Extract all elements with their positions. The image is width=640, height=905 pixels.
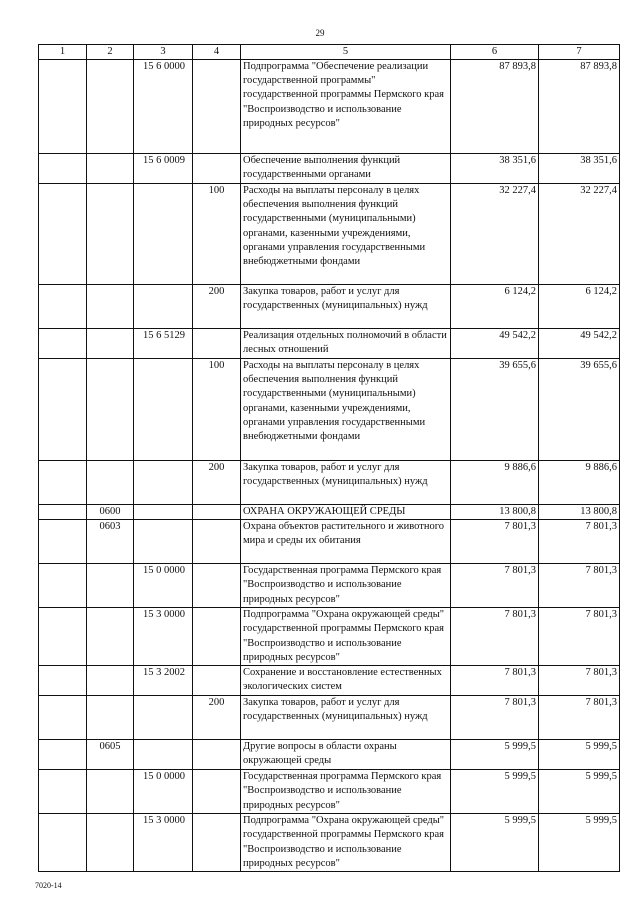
cell-c6: 5 999,5 bbox=[451, 814, 539, 872]
cell-c1 bbox=[39, 359, 87, 461]
column-header: 7 bbox=[539, 45, 620, 60]
cell-c4 bbox=[193, 814, 241, 872]
cell-c3: 15 0 0000 bbox=[134, 564, 193, 608]
cell-c7: 39 655,6 bbox=[539, 359, 620, 461]
cell-c7: 38 351,6 bbox=[539, 154, 620, 184]
cell-c2 bbox=[87, 285, 134, 329]
cell-c7: 7 801,3 bbox=[539, 520, 620, 564]
cell-c5: Расходы на выплаты персоналу в целях обеспечения выполнения функций государственными (муниципальными) органами, казенными учреждениями, органами управления государственными внебюджетными фондами bbox=[241, 184, 451, 285]
cell-c5: Реализация отдельных полномочий в области лесных отношений bbox=[241, 329, 451, 359]
cell-c7: 7 801,3 bbox=[539, 666, 620, 696]
cell-c4 bbox=[193, 740, 241, 770]
cell-c3 bbox=[134, 461, 193, 505]
cell-c7: 87 893,8 bbox=[539, 60, 620, 154]
cell-c6: 5 999,5 bbox=[451, 770, 539, 814]
cell-c3: 15 3 0000 bbox=[134, 814, 193, 872]
cell-c7: 13 800,8 bbox=[539, 505, 620, 520]
table-row bbox=[39, 359, 620, 461]
cell-c1 bbox=[39, 564, 87, 608]
cell-c1 bbox=[39, 285, 87, 329]
cell-c1 bbox=[39, 520, 87, 564]
cell-c2 bbox=[87, 564, 134, 608]
column-header: 3 bbox=[134, 45, 193, 60]
cell-c3: 15 3 2002 bbox=[134, 666, 193, 696]
table-row bbox=[39, 154, 620, 184]
cell-c7: 5 999,5 bbox=[539, 740, 620, 770]
cell-c6: 39 655,6 bbox=[451, 359, 539, 461]
cell-c1 bbox=[39, 666, 87, 696]
cell-c4: 100 bbox=[193, 359, 241, 461]
cell-c3 bbox=[134, 505, 193, 520]
cell-c5: Подпрограмма "Охрана окружающей среды" государственной программы Пермского края "Воспроизводство и использование природных ресурсов" bbox=[241, 814, 451, 872]
cell-c1 bbox=[39, 461, 87, 505]
table-row bbox=[39, 60, 620, 154]
cell-c5: Подпрограмма "Обеспечение реализации государственной программы" государственной программы Пермского края "Воспроизводство и использование природных ресурсов" bbox=[241, 60, 451, 154]
cell-c6: 9 886,6 bbox=[451, 461, 539, 505]
cell-c6: 49 542,2 bbox=[451, 329, 539, 359]
cell-c6: 7 801,3 bbox=[451, 564, 539, 608]
cell-c2 bbox=[87, 359, 134, 461]
cell-c1 bbox=[39, 184, 87, 285]
cell-c1 bbox=[39, 154, 87, 184]
header-row bbox=[39, 45, 620, 60]
cell-c2: 0603 bbox=[87, 520, 134, 564]
table-row bbox=[39, 285, 620, 329]
cell-c2 bbox=[87, 666, 134, 696]
page-number: 29 bbox=[315, 28, 325, 38]
cell-c2 bbox=[87, 184, 134, 285]
cell-c5: Охрана объектов растительного и животного мира и среды их обитания bbox=[241, 520, 451, 564]
table-row bbox=[39, 666, 620, 696]
cell-c4: 200 bbox=[193, 696, 241, 740]
cell-c3 bbox=[134, 184, 193, 285]
table-row bbox=[39, 505, 620, 520]
cell-c4 bbox=[193, 60, 241, 154]
cell-c5: ОХРАНА ОКРУЖАЮЩЕЙ СРЕДЫ bbox=[241, 505, 451, 520]
cell-c1 bbox=[39, 814, 87, 872]
cell-c1 bbox=[39, 740, 87, 770]
cell-c1 bbox=[39, 329, 87, 359]
cell-c3 bbox=[134, 285, 193, 329]
cell-c2 bbox=[87, 461, 134, 505]
cell-c1 bbox=[39, 60, 87, 154]
cell-c5: Сохранение и восстановление естественных экологических систем bbox=[241, 666, 451, 696]
cell-c7: 7 801,3 bbox=[539, 564, 620, 608]
cell-c7: 6 124,2 bbox=[539, 285, 620, 329]
cell-c7: 9 886,6 bbox=[539, 461, 620, 505]
cell-c2 bbox=[87, 770, 134, 814]
cell-c6: 32 227,4 bbox=[451, 184, 539, 285]
cell-c7: 7 801,3 bbox=[539, 696, 620, 740]
cell-c3 bbox=[134, 696, 193, 740]
cell-c4 bbox=[193, 520, 241, 564]
column-header: 1 bbox=[39, 45, 87, 60]
cell-c3: 15 6 5129 bbox=[134, 329, 193, 359]
cell-c1 bbox=[39, 696, 87, 740]
cell-c5: Другие вопросы в области охраны окружающей среды bbox=[241, 740, 451, 770]
budget-table bbox=[38, 44, 620, 872]
cell-c4 bbox=[193, 564, 241, 608]
cell-c4 bbox=[193, 505, 241, 520]
cell-c3: 15 6 0000 bbox=[134, 60, 193, 154]
cell-c4 bbox=[193, 666, 241, 696]
table-row bbox=[39, 329, 620, 359]
cell-c6: 7 801,3 bbox=[451, 696, 539, 740]
cell-c4: 200 bbox=[193, 461, 241, 505]
cell-c5: Расходы на выплаты персоналу в целях обеспечения выполнения функций государственными (муниципальными) органами, казенными учреждениями, органами управления государственными внебюджетными фондами bbox=[241, 359, 451, 461]
table-row bbox=[39, 696, 620, 740]
column-header: 2 bbox=[87, 45, 134, 60]
cell-c3 bbox=[134, 520, 193, 564]
cell-c7: 49 542,2 bbox=[539, 329, 620, 359]
cell-c6: 87 893,8 bbox=[451, 60, 539, 154]
cell-c7: 32 227,4 bbox=[539, 184, 620, 285]
cell-c4 bbox=[193, 154, 241, 184]
table-row bbox=[39, 564, 620, 608]
cell-c2 bbox=[87, 60, 134, 154]
cell-c3 bbox=[134, 359, 193, 461]
table-row bbox=[39, 770, 620, 814]
cell-c4 bbox=[193, 608, 241, 666]
cell-c6: 13 800,8 bbox=[451, 505, 539, 520]
cell-c4: 200 bbox=[193, 285, 241, 329]
column-header: 6 bbox=[451, 45, 539, 60]
cell-c2: 0600 bbox=[87, 505, 134, 520]
column-header: 4 bbox=[193, 45, 241, 60]
cell-c5: Обеспечение выполнения функций государственными органами bbox=[241, 154, 451, 184]
cell-c7: 5 999,5 bbox=[539, 814, 620, 872]
table-row bbox=[39, 520, 620, 564]
cell-c3: 15 6 0009 bbox=[134, 154, 193, 184]
cell-c2 bbox=[87, 696, 134, 740]
cell-c7: 7 801,3 bbox=[539, 608, 620, 666]
cell-c6: 6 124,2 bbox=[451, 285, 539, 329]
cell-c2 bbox=[87, 329, 134, 359]
cell-c6: 7 801,3 bbox=[451, 608, 539, 666]
cell-c3: 15 0 0000 bbox=[134, 770, 193, 814]
cell-c5: Закупка товаров, работ и услуг для государственных (муниципальных) нужд bbox=[241, 461, 451, 505]
cell-c2 bbox=[87, 608, 134, 666]
cell-c4 bbox=[193, 329, 241, 359]
cell-c5: Закупка товаров, работ и услуг для государственных (муниципальных) нужд bbox=[241, 285, 451, 329]
cell-c3 bbox=[134, 740, 193, 770]
cell-c3: 15 3 0000 bbox=[134, 608, 193, 666]
table-row bbox=[39, 740, 620, 770]
cell-c6: 38 351,6 bbox=[451, 154, 539, 184]
column-header: 5 bbox=[241, 45, 451, 60]
cell-c5: Закупка товаров, работ и услуг для государственных (муниципальных) нужд bbox=[241, 696, 451, 740]
table-row bbox=[39, 461, 620, 505]
table-row bbox=[39, 184, 620, 285]
cell-c5: Подпрограмма "Охрана окружающей среды" государственной программы Пермского края "Воспроизводство и использование природных ресурсов" bbox=[241, 608, 451, 666]
table-row bbox=[39, 814, 620, 872]
cell-c6: 5 999,5 bbox=[451, 740, 539, 770]
cell-c1 bbox=[39, 770, 87, 814]
cell-c1 bbox=[39, 608, 87, 666]
footer-code: 7020-14 bbox=[35, 881, 62, 890]
cell-c2 bbox=[87, 154, 134, 184]
cell-c1 bbox=[39, 505, 87, 520]
cell-c5: Государственная программа Пермского края "Воспроизводство и использование природных ресурсов" bbox=[241, 770, 451, 814]
cell-c7: 5 999,5 bbox=[539, 770, 620, 814]
cell-c4: 100 bbox=[193, 184, 241, 285]
cell-c5: Государственная программа Пермского края "Воспроизводство и использование природных ресурсов" bbox=[241, 564, 451, 608]
cell-c6: 7 801,3 bbox=[451, 666, 539, 696]
table-row bbox=[39, 608, 620, 666]
cell-c4 bbox=[193, 770, 241, 814]
cell-c6: 7 801,3 bbox=[451, 520, 539, 564]
cell-c2 bbox=[87, 814, 134, 872]
cell-c2: 0605 bbox=[87, 740, 134, 770]
